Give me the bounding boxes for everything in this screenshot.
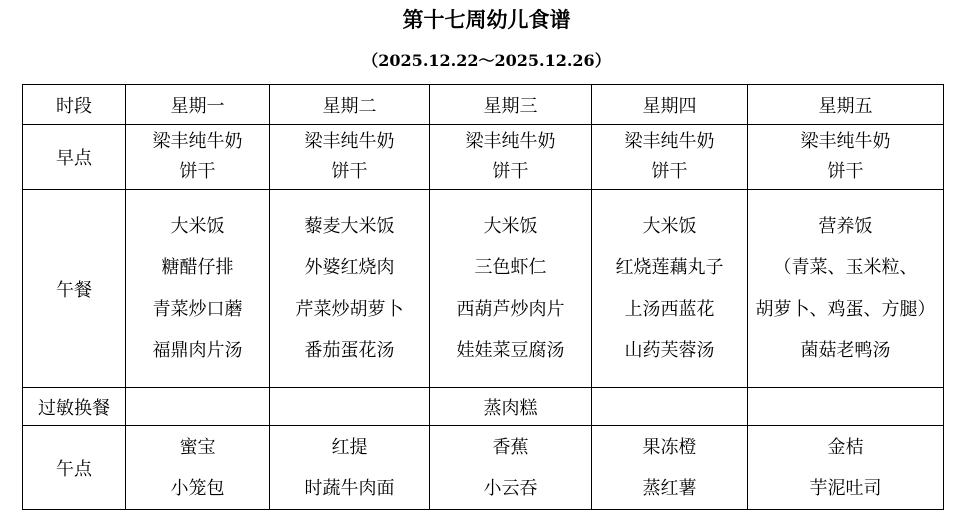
breakfast-cell-thu xyxy=(592,125,748,190)
day-header-thu: 星期四 xyxy=(592,85,748,125)
menu-item: 福鼎肉片汤 xyxy=(152,340,243,361)
snack-cell-thu xyxy=(592,426,748,510)
allergy-cell-mon xyxy=(126,388,270,426)
snack-cell-fri xyxy=(748,426,944,510)
breakfast-cell-tue xyxy=(270,125,430,190)
menu-item: 饼干 xyxy=(827,161,864,182)
menu-item: 娃娃菜豆腐汤 xyxy=(456,340,565,361)
lunch-cell-tue xyxy=(270,190,430,388)
menu-table xyxy=(22,84,944,510)
menu-item: 梁丰纯牛奶 xyxy=(304,131,395,152)
day-header-mon: 星期一 xyxy=(126,85,270,125)
menu-item: 时蔬牛肉面 xyxy=(304,477,395,499)
page-title: 第十七周幼儿食谱 xyxy=(402,7,571,32)
lunch-cell-mon xyxy=(126,190,270,388)
breakfast-row xyxy=(23,125,944,190)
menu-item: 大米饭 xyxy=(170,215,225,237)
menu-item: 金桔 xyxy=(827,436,864,458)
menu-item: 西葫芦炒肉片 xyxy=(456,298,565,320)
menu-item: 果冻橙 xyxy=(642,436,697,458)
menu-item: 饼干 xyxy=(492,161,529,182)
allergy-row xyxy=(23,388,944,426)
menu-item: 芋泥吐司 xyxy=(809,477,882,499)
menu-item: 蒸红薯 xyxy=(642,477,697,499)
menu-item: （青菜、玉米粒、 xyxy=(773,257,918,278)
day-header-tue: 星期二 xyxy=(270,85,430,125)
breakfast-cell-fri xyxy=(748,125,944,190)
menu-item: 饼干 xyxy=(651,161,688,182)
menu-item: 小笼包 xyxy=(170,477,225,499)
snack-label: 午点 xyxy=(23,426,126,510)
snack-cell-tue xyxy=(270,426,430,510)
snack-row xyxy=(23,426,944,510)
snack-cell-wed xyxy=(430,426,592,510)
menu-item: 梁丰纯牛奶 xyxy=(465,131,556,152)
snack-cell-mon xyxy=(126,426,270,510)
menu-item: 番茄蛋花汤 xyxy=(304,340,395,361)
breakfast-label: 早点 xyxy=(23,125,126,190)
allergy-cell-fri xyxy=(748,388,944,426)
menu-item: 大米饭 xyxy=(483,215,538,237)
menu-item: 藜麦大米饭 xyxy=(304,215,395,237)
allergy-cell-tue xyxy=(270,388,430,426)
menu-item: 红提 xyxy=(331,436,368,458)
menu-item: 饼干 xyxy=(331,161,368,182)
date-range: （2025.12.22～2025.12.26） xyxy=(362,51,611,70)
menu-item: 糖醋仔排 xyxy=(161,257,234,278)
breakfast-cell-wed xyxy=(430,125,592,190)
menu-item: 菌菇老鸭汤 xyxy=(800,340,891,361)
menu-item: 山药芙蓉汤 xyxy=(624,340,715,361)
menu-item: 三色虾仁 xyxy=(474,257,547,278)
menu-item: 青菜炒口蘑 xyxy=(152,298,243,320)
menu-item: 小云吞 xyxy=(483,477,538,499)
period-header: 时段 xyxy=(23,85,126,125)
menu-item: 外婆红烧肉 xyxy=(304,257,395,278)
menu-item: 饼干 xyxy=(179,161,216,182)
day-header-wed: 星期三 xyxy=(430,85,592,125)
menu-item: 红烧莲藕丸子 xyxy=(615,257,724,278)
lunch-cell-thu xyxy=(592,190,748,388)
menu-item: 大米饭 xyxy=(642,215,697,237)
allergy-label: 过敏换餐 xyxy=(23,388,126,426)
allergy-cell-thu xyxy=(592,388,748,426)
menu-item: 营养饭 xyxy=(818,215,873,237)
menu-item: 梁丰纯牛奶 xyxy=(800,131,891,152)
menu-item: 香蕉 xyxy=(492,436,529,458)
lunch-cell-wed xyxy=(430,190,592,388)
breakfast-cell-mon xyxy=(126,125,270,190)
menu-item: 上汤西蓝花 xyxy=(624,298,715,320)
lunch-row xyxy=(23,190,944,388)
menu-item: 蜜宝 xyxy=(179,436,216,458)
lunch-label: 午餐 xyxy=(23,190,126,388)
menu-item: 梁丰纯牛奶 xyxy=(152,131,243,152)
allergy-cell-wed: 蒸肉糕 xyxy=(430,388,592,426)
menu-item: 芹菜炒胡萝卜 xyxy=(295,298,404,320)
lunch-cell-fri xyxy=(748,190,944,388)
day-header-fri: 星期五 xyxy=(748,85,944,125)
header-row xyxy=(23,85,944,125)
menu-item: 梁丰纯牛奶 xyxy=(624,131,715,152)
menu-item: 胡萝卜、鸡蛋、方腿） xyxy=(755,298,936,320)
